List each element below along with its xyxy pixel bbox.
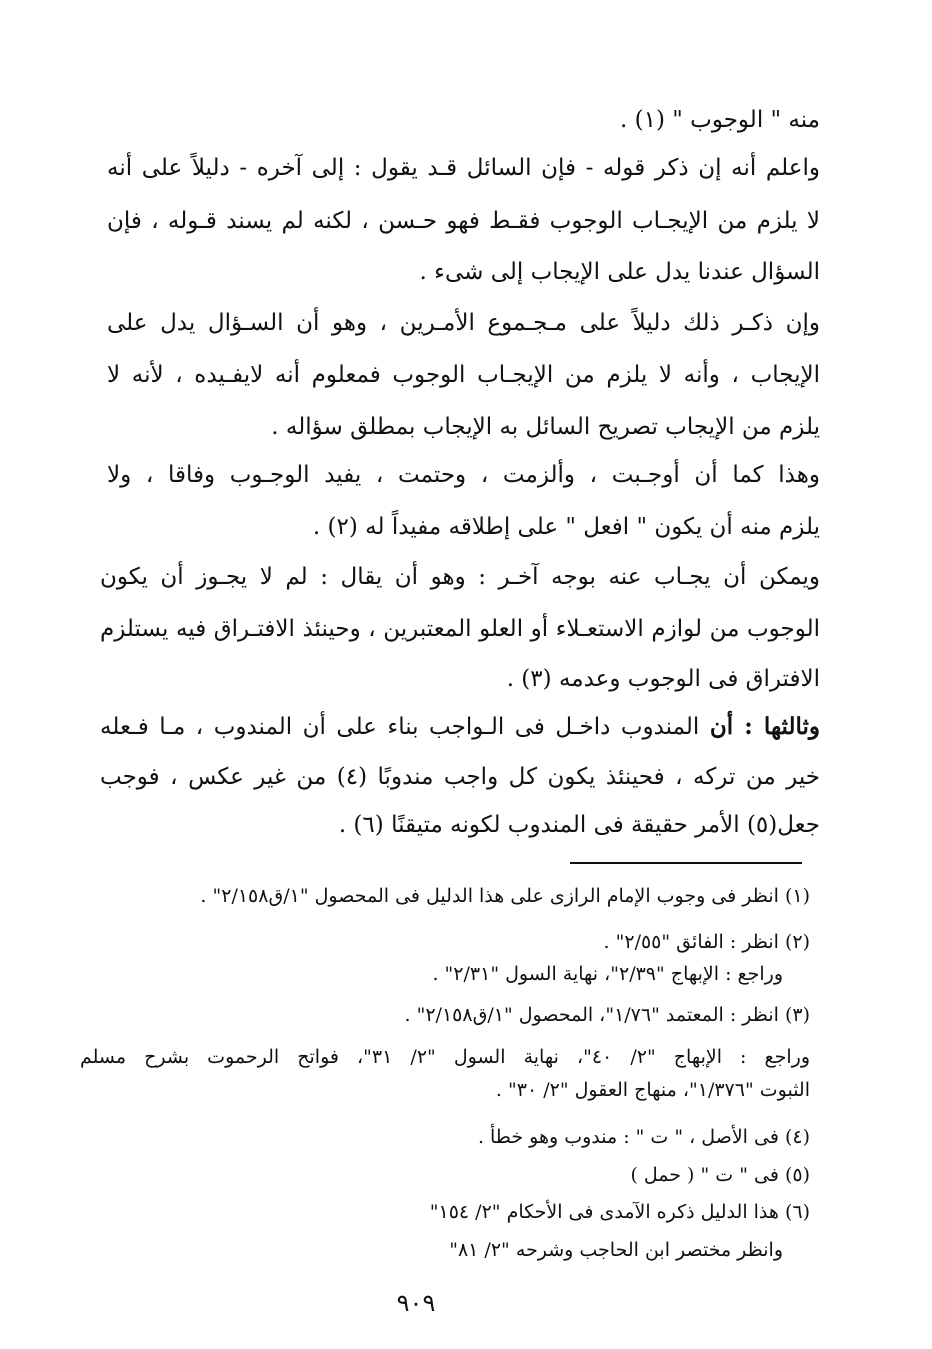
footnote-3-cont: وراجع : الإبهاج "٢/ ٤٠"، نهاية السول "٢/ ٣١"، فواتح الرحموت بشرح مسلم [80, 1046, 810, 1068]
body-line-2: واعلم أنه إن ذكر قوله - فإن السائل قـد يقول : إلى آخره - دليلاً على أنه [107, 155, 820, 181]
body-line-1: منه " الوجوب " (١) . [620, 107, 820, 133]
body-line-15: جعل(٥) الأمر حقيقة فى المندوب لكونه متيقنًا (٦) . [338, 812, 820, 838]
page-number: ٩٠٩ [396, 1289, 436, 1317]
footnote-2: (٢) انظر : الفائق "٢/٥٥" . [603, 931, 810, 953]
footnote-2-cont: وراجع : الإبهاج "٢/٣٩"، نهاية السول "٢/٣١" . [432, 963, 783, 985]
body-line-12: الافتراق فى الوجوب وعدمه (٣) . [506, 666, 820, 692]
footnote-3-cont-2: الثبوت "١/٣٧٦"، منهاج العقول "٢/ ٣٠" . [495, 1079, 810, 1101]
body-line-7: يلزم من الإيجاب تصريح السائل به الإيجاب بمطلق سؤاله . [271, 414, 820, 440]
footnote-3: (٣) انظر : المعتمد "١/٧٦"، المحصول "١/ق٢/١٥٨" . [404, 1004, 810, 1026]
body-line-4: السؤال عندنا يدل على الإيجاب إلى شىء . [419, 259, 820, 285]
footnote-6-cont: وانظر مختصر ابن الحاجب وشرحه "٢/ ٨١" [449, 1239, 783, 1261]
body-line-9: يلزم منه أن يكون " افعل " على إطلاقه مفيداً له (٢) . [312, 514, 820, 540]
footnote-6: (٦) هذا الدليل ذكره الآمدى فى الأحكام "٢/ ١٥٤" [429, 1201, 810, 1223]
body-line-10: ويمكن أن يجـاب عنه بوجه آخـر : وهو أن يقال : لم لا يجـوز أن يكون [100, 564, 820, 590]
body-line-6: الإيجاب ، وأنه لا يلزم من الإيجـاب الوجوب فمعلوم أنه لايفـيده ، لأنه لا [107, 362, 820, 388]
body-line-3: لا يلزم من الإيجـاب الوجوب فقـط فهو حـسن ، لكنه لم يسند قـوله ، فإن [107, 208, 820, 234]
footnote-5: (٥) فى " ت " ( حمل ) [630, 1164, 810, 1186]
body-line-13-rest: المندوب داخـل فى الـواجب بناء على أن المندوب ، مـا فـعله [100, 714, 700, 740]
section-lead-thalithuha: وثالثها : أن [709, 713, 820, 740]
body-line-11: الوجوب من لوازم الاستعـلاء أو العلو المعتبرين ، وحينئذ الافتـراق فيه يستلزم [100, 616, 820, 642]
body-line-8: وهذا كما أن أوجـبت ، وألزمت ، وحتمت ، يفيد الوجـوب وفاقا ، ولا [107, 462, 820, 488]
footnote-separator [570, 862, 802, 864]
body-line-14: خير من تركه ، فحينئذ يكون كل واجب مندوبًا (٤) من غير عكس ، فوجب [100, 764, 820, 790]
footnote-4: (٤) فى الأصل ، " ت " : مندوب وهو خطأ . [477, 1126, 810, 1148]
footnote-1: (١) انظر فى وجوب الإمام الرازى على هذا الدليل فى المحصول "١/ق٢/١٥٨" . [200, 885, 810, 907]
body-line-13 [100, 710, 820, 744]
body-line-5: وإن ذكـر ذلك دليلاً على مـجـموع الأمـرين ، وهو أن السـؤال يدل على [107, 310, 820, 336]
